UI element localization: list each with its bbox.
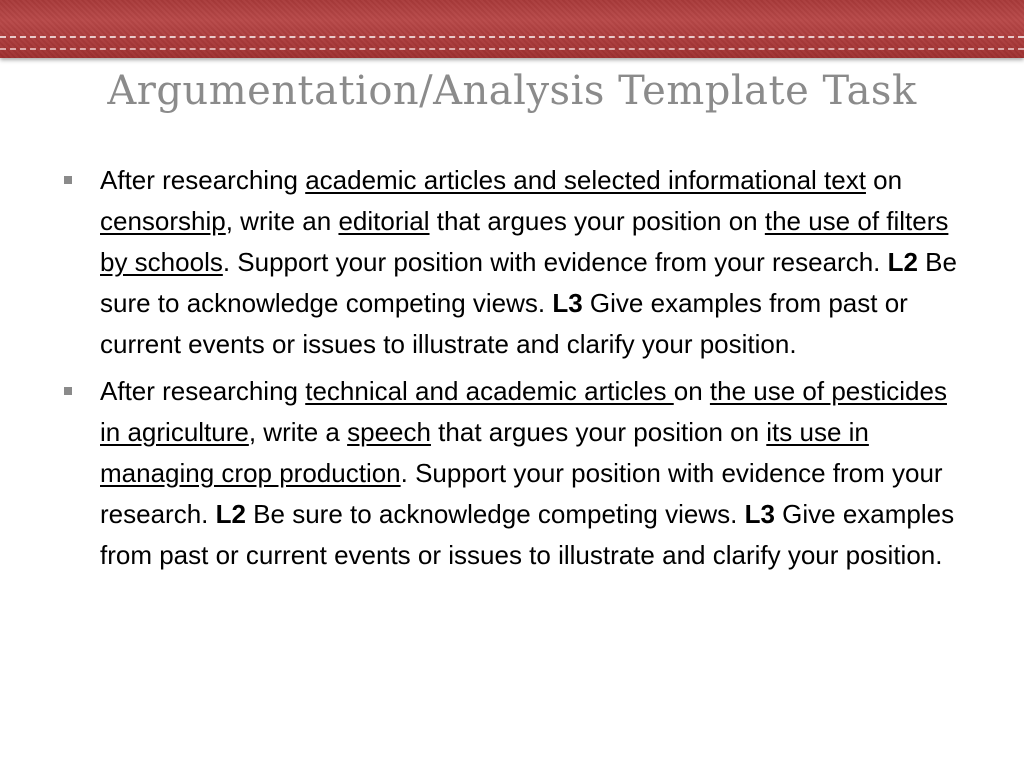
header-stitching-bottom [0,48,1024,50]
square-bullet-icon [64,176,72,184]
sources-phrase: academic articles and selected informational text [305,165,866,195]
level-2-marker: L2 [215,499,246,529]
product-phrase: editorial [338,206,430,236]
task-list [62,160,967,576]
slide-title: Argumentation/Analysis Template Task [107,68,917,114]
focus-phrase: its use in managing crop production [100,417,869,488]
level-3-marker: L3 [552,288,583,318]
product-phrase: speech [347,417,431,447]
slide-content [62,160,967,582]
sources-phrase: technical and academic articles [305,376,674,406]
header-stitching-top [0,36,1024,38]
level-3-marker: L3 [744,499,775,529]
task-item-pesticides: After researching technical and academic articles on the use of pesticides in agriculture, write a speech that argues your position on its use in managing crop production. Support your position with evidence from your research. L2 Be sure to acknowledge competing views. L3 Give examples from past or current events or issues to illustrate and clarify your position. [62,371,967,576]
task-item-censorship: After researching academic articles and selected informational text on censorship, write an editorial that argues your position on the use of filters by schools. Support your position with evidence from your research. L2 Be sure to acknowledge competing views. L3 Give examples from past or current events or issues to illustrate and clarify your position. [62,160,967,365]
focus-phrase: the use of filters by schools [100,206,949,277]
subject-phrase: the use of pesticides in agriculture [100,376,947,447]
level-2-marker: L2 [887,247,918,277]
square-bullet-icon [64,387,72,395]
subject-phrase: censorship [100,206,226,236]
